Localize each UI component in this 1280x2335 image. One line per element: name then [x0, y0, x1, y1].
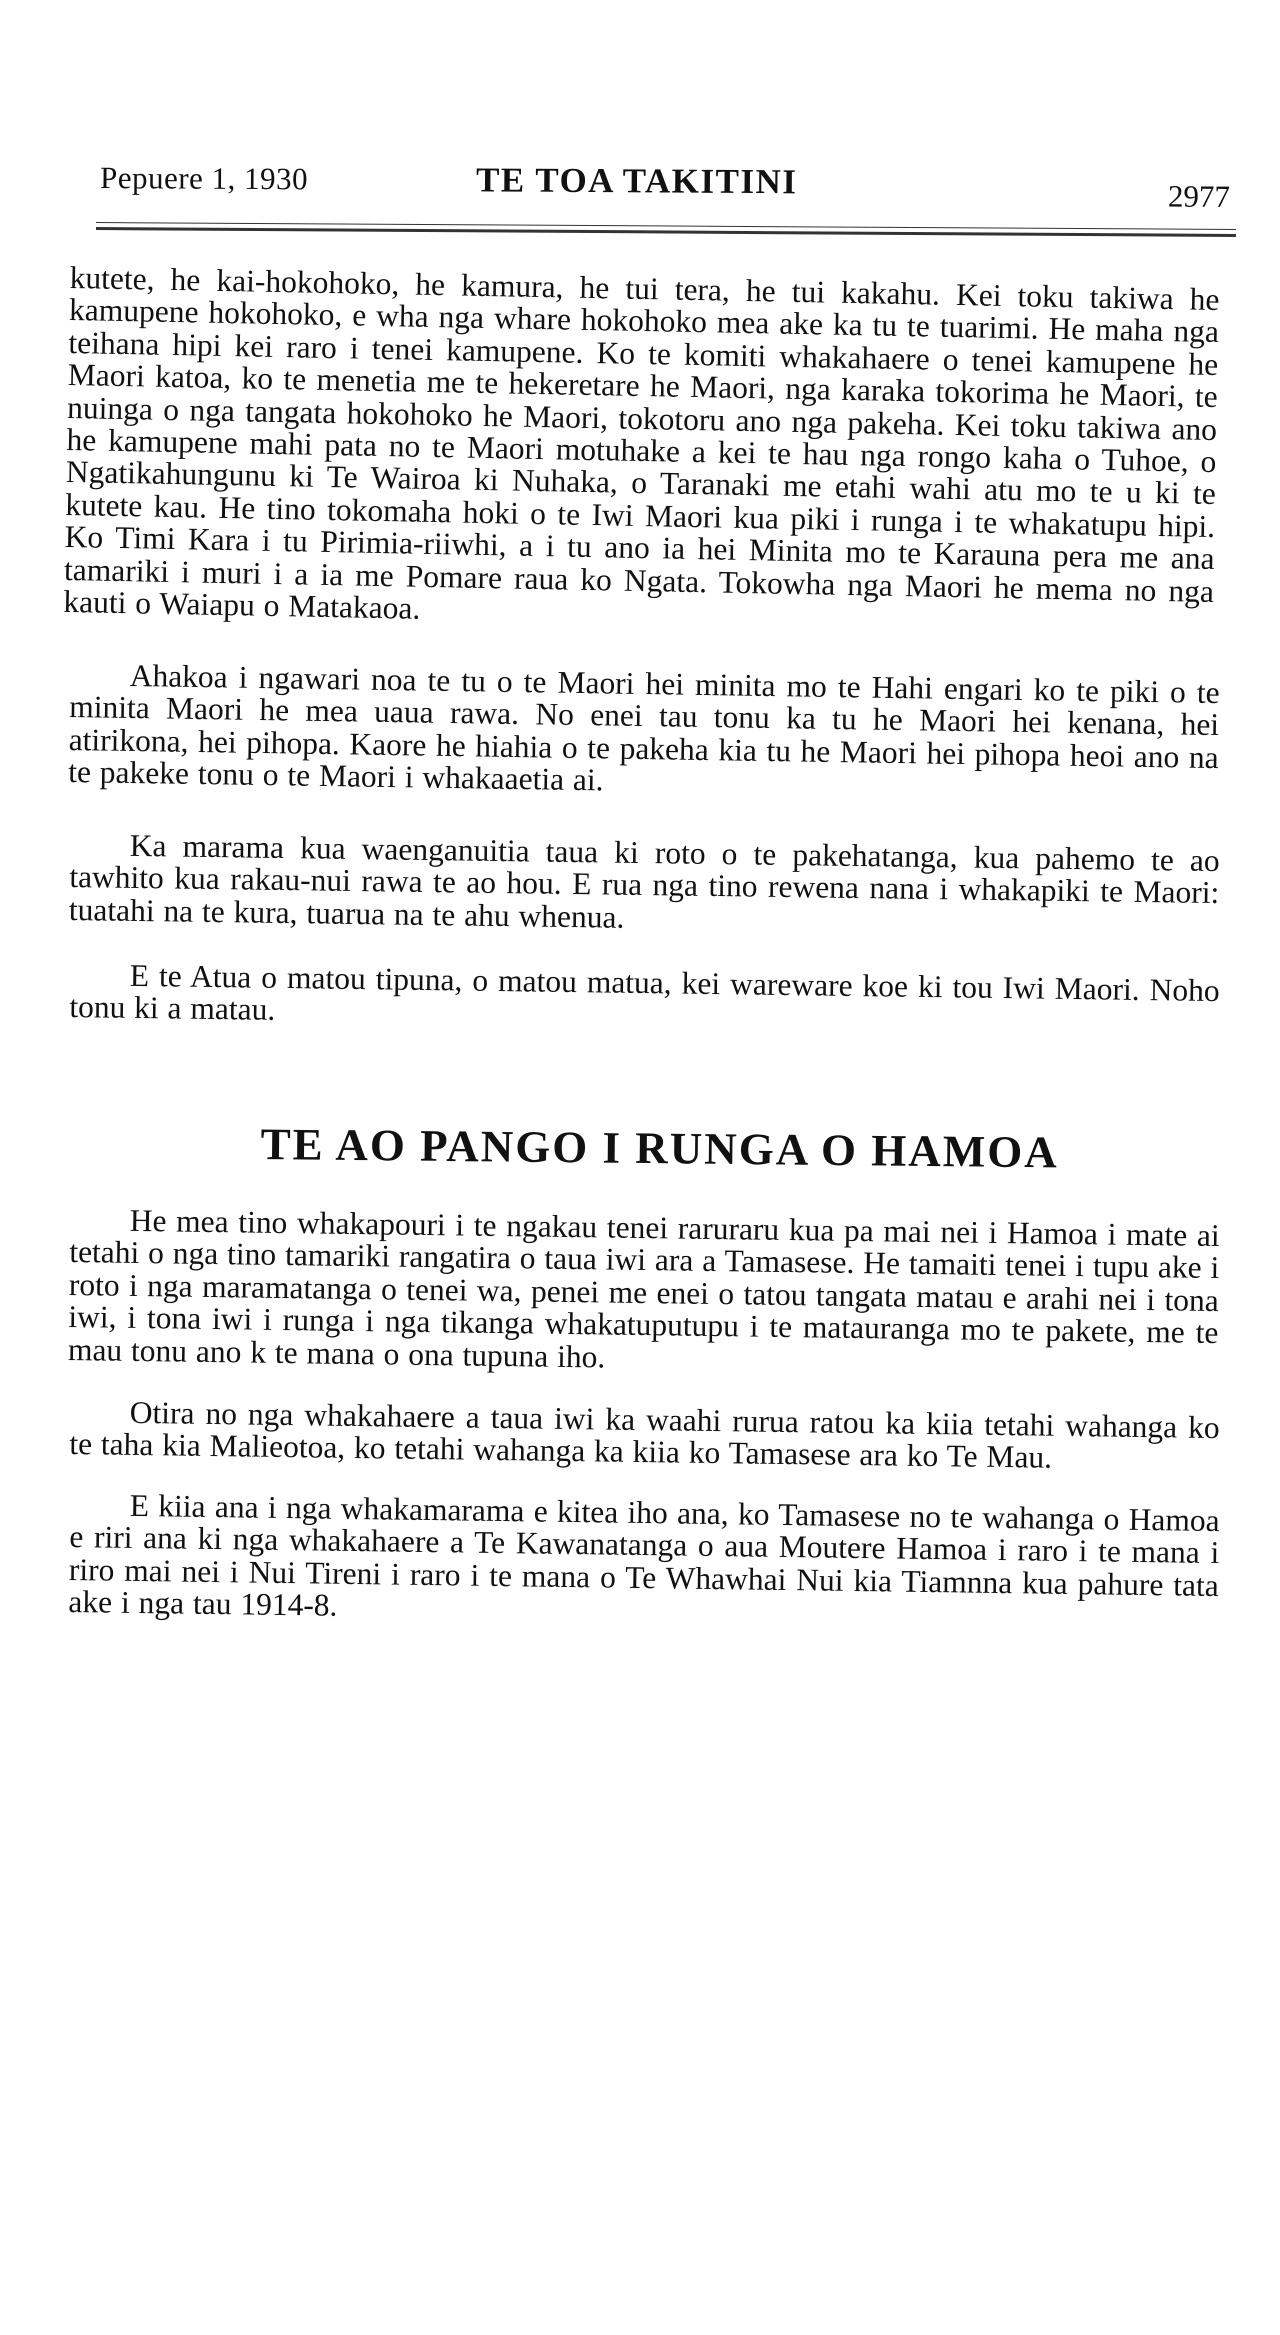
body-paragraph: kutete, he kai-hokohoko, he kamura, he tui tera, he tui kakahu. Kei toku takiwa he kamupene hokohoko, e wha nga whare hokohoko mea ake ka tu te tuarimi. He maha nga teihana hipi kei raro i tenei kamupene. Ko te komiti whakahaere o tenei kamupene he Maori katoa, ko te menetia me te hekeretare he Maori, nga karaka tokorima he Maori, te nuinga o nga tangata hokohoko he Maori, tokotoru ano nga pakeha. Kei toku takiwa ano he kamupene mahi pata no te Maori motuhake a kei te hau nga rongo kaha o Tuhoe, o Ngatikahungunu ki Te Wairoa ki Nuhaka, o Taranaki me etahi wahi atu mo te u ki te kutete kau. He tino tokomaha hoki o te Iwi Maori kua piki i runga i te whakatupu hipi. Ko Timi Kara i tu Pirimia-riiwhi, a i tu ano ia hei Minita mo te Karauna pera me ana tamariki i muri i a ia me Pomare raua ko Ngata. Tokowha nga Maori he mema no nga kauti o Waiapu o Matakaoa. — [63, 260, 1220, 626]
issue-date: Pepuere 1, 1930 — [99, 160, 309, 197]
publication-title: TE TOA TAKITINI — [475, 160, 798, 202]
body-paragraph: Otira no nga whakahaere a taua iwi ka waahi rurua ratou ka kiia tetahi wahanga ko te taha kia Malieotoa, ko tetahi wahanga ka kiia ko Tamasese ara ko Te Mau. — [69, 1394, 1220, 1476]
body-paragraph: Ahakoa i ngawari noa te tu o te Maori hei minita mo te Hahi engari ko te piki o te minita Maori he mea uaua rawa. No enei tau tonu ka tu he Maori hei kenana, hei atirikona, hei pihopa. Kaore he hiahia o te pakeha kia tu he Maori hei pihopa heoi ano na te pakeke tonu o te Maori i whakaaetia ai. — [67, 658, 1220, 799]
body-paragraph: Ka marama kua waenganuitia taua ki roto o te pakehatanga, kua pahemo te ao tawhito kua rakau-nui rawa te ao hou. E rua nga tino rewena nana i whakapiki te Maori: tuatahi na te kura, tuarua na te ahu whenua. — [68, 827, 1220, 935]
article-heading: TE AO PANGO I RUNGA O HAMOA — [260, 1119, 1060, 1178]
running-header — [96, 150, 1236, 217]
body-paragraph: E kiia ana i nga whakamarama e kitea iho ana, ko Tamasese no te wahanga o Hamoa e riri ana ki nga whakahaere a Te Kawanatanga o aua Moutere Hamoa i raro i te mana i riro mai nei i Nui Tireni i raro i te mana o Te Whawhai Nui kia Tiamnna kua pahure tata ake i nga tau 1914-8. — [68, 1487, 1220, 1623]
page-number: 2977 — [1167, 178, 1231, 214]
body-paragraph: He mea tino whakapouri i te ngakau tenei raruraru kua pa mai nei i Hamoa i mate ai tetahi o nga tino tamariki rangatira o taua iwi ara a Tamasese. He tamaiti tenei i tupu ake i roto i nga maramatanga o tenei wa, penei me enei o tatou tangata matau e arahi nei i tona iwi, i tona iwi i runga i nga tikanga whakatuputupu i te matauranga mo te pakete, me te mau tonu ano k te mana o ona tupuna iho. — [67, 1202, 1220, 1375]
text-column — [63, 260, 1220, 1623]
body-paragraph: E te Atua o matou tipuna, o matou matua, kei wareware koe ki tou Iwi Maori. Noho tonu ki a matau. — [69, 958, 1220, 1028]
